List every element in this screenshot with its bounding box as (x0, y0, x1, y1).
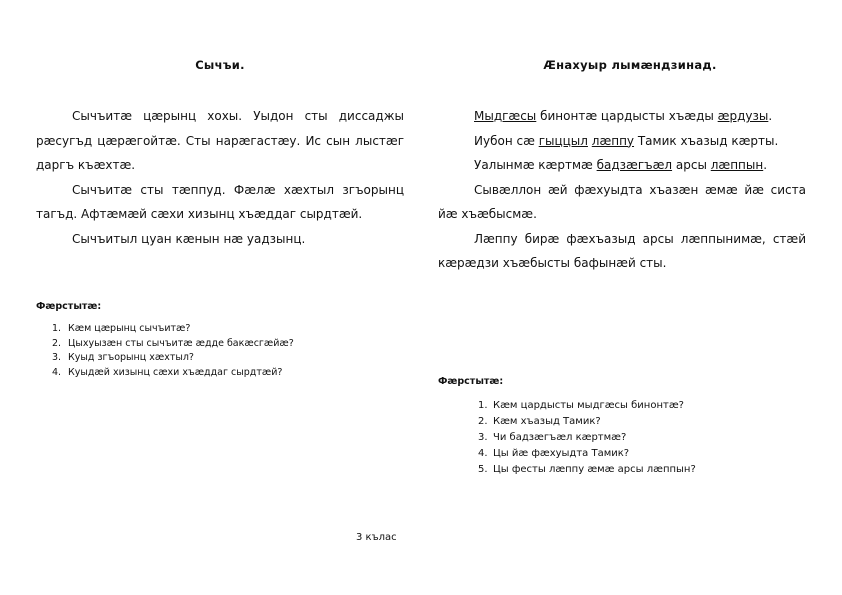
left-title: Сычъи. (195, 58, 245, 72)
list-item: 2. Цыхуызæн сты сычъитæ æдде бакæсгæйæ? (52, 337, 294, 349)
list-item: 3. Чи бадзæгъæл кæртмæ? (478, 432, 627, 443)
left-paragraph-1: Сычъитæ цæрынц хохы. Уыдон сты диссаджы рæсугъд цæрæгойтæ. Сты нарæгастæу. Ис сын лыстæг даргъ къæхтæ. (36, 109, 404, 172)
left-body (36, 104, 404, 251)
left-paragraph-3: Сычъитыл цуан кæнын нæ уадзынц. (72, 231, 306, 246)
right-paragraph-3: Уалынмæ кæртмæ бадзæгъæл арсы лæппын. (474, 158, 768, 172)
right-title: Æнахуыр лымæндзинад. (543, 58, 717, 72)
list-item: 3. Куыд згъорынц хæхтыл? (52, 352, 194, 363)
left-paragraph-2: Сычъитæ сты тæппуд. Фæлæ хæхтыл згъорынц тагъд. Афтæмæй сæхи хизынц хъæддаг сырдтæй. (36, 182, 404, 221)
right-questions-heading: Фæрстытæ: (438, 376, 504, 387)
right-paragraph-1: Мыдгæсы бинонтæ цардысты хъæды æрдузы. (474, 109, 773, 123)
list-item: 1. Кæм цардысты мыдгæсы бинонтæ? (478, 400, 684, 411)
grade-footer: 3 кълас (356, 532, 397, 543)
right-paragraph-2: Иубон сæ гыццыл лæппу Тамик хъазыд кæрты. (474, 133, 779, 148)
list-item: 4. Куыдæй хизынц сæхи хъæддаг сырдтæй? (52, 366, 283, 378)
left-questions-list (52, 322, 294, 380)
list-item: 4. Цы йæ фæхуыдта Тамик? (478, 448, 630, 459)
left-questions-heading: Фæрстытæ: (36, 301, 102, 312)
right-paragraph-5: Лæппу бирæ фæхъазыд арсы лæппынимæ, стæй кæрæдзи хъæбысты бафынæй сты. (438, 231, 806, 270)
list-item: 2. Кæм хъазыд Тамик? (478, 416, 601, 427)
right-questions-list (478, 398, 696, 478)
right-body (438, 104, 806, 276)
list-item: 5. Цы фесты лæппу æмæ арсы лæппын? (478, 464, 696, 475)
list-item: 1. Кæм цæрынц сычъитæ? (52, 323, 191, 334)
right-paragraph-4: Сывæллон æй фæхуыдта хъазæн æмæ йæ систа йæ хъæбысмæ. (438, 182, 806, 221)
